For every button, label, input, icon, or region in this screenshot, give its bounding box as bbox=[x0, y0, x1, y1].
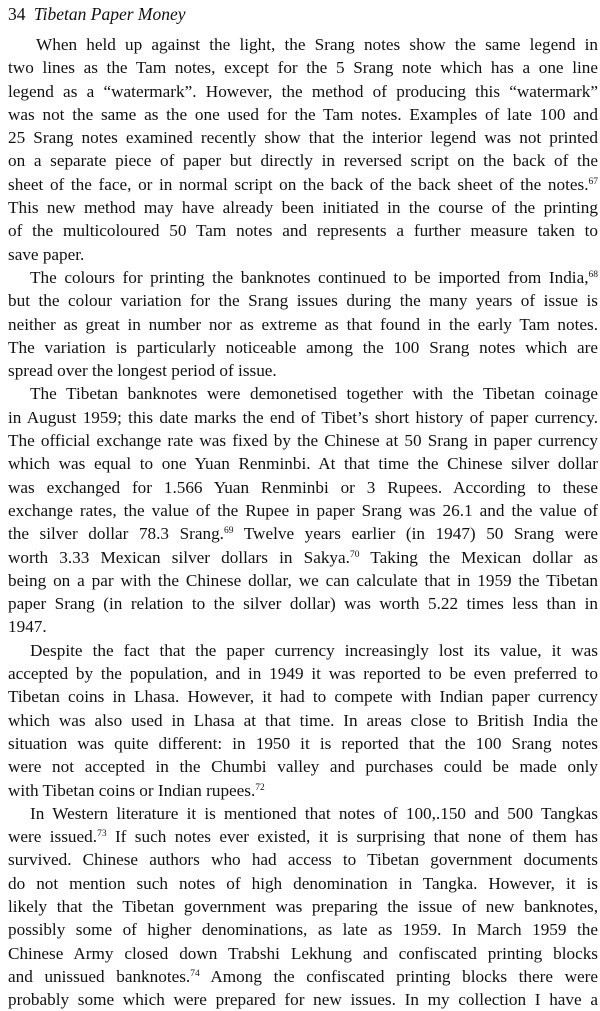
text-segment: The official exchange rate was fixed by the Chinese at 50 Srang in paper currency bbox=[8, 431, 598, 451]
text-segment: were issued. bbox=[8, 827, 98, 847]
text-line bbox=[8, 522, 598, 545]
text-segment: likely that the Tibetan government was preparing the issue of new banknotes, bbox=[8, 896, 598, 916]
text-line bbox=[8, 429, 598, 452]
text-segment: do not mention such notes of high denomination in Tangka. However, it is bbox=[8, 873, 598, 893]
text-line bbox=[8, 592, 598, 615]
text-segment: The variation is particularly noticeable among the 100 Srang notes which are bbox=[8, 337, 598, 357]
text-segment: 25 Srang notes examined recently show that the interior legend was not printed bbox=[8, 128, 598, 148]
text-line bbox=[8, 965, 598, 988]
text-segment: in August 1959; this date marks the end of Tibet’s short history of paper currency. bbox=[8, 407, 598, 427]
footnote-ref: 74 bbox=[190, 968, 200, 979]
text-segment: were not accepted in the Chumbi valley and purchases could be made only bbox=[8, 757, 598, 777]
text-line bbox=[8, 56, 598, 79]
text-segment: situation was quite different: in 1950 it is reported that the 100 Srang notes bbox=[8, 733, 598, 753]
text-segment: two lines as the Tam notes, except for the 5 Srang note which has a one line bbox=[8, 58, 598, 78]
text-line bbox=[8, 289, 598, 312]
running-title: Tibetan Paper Money bbox=[33, 4, 186, 24]
text-line bbox=[8, 848, 598, 871]
text-line bbox=[8, 546, 598, 569]
text-segment: and unissued banknotes. bbox=[8, 966, 191, 986]
text-line bbox=[8, 872, 598, 895]
text-line bbox=[8, 243, 598, 266]
text-segment: exchange rates, the value of the Rupee in paper Srang was 26.1 and the value of bbox=[8, 500, 598, 520]
text-segment: Tibetan coins in Lhasa. However, it had to compete with Indian paper currency bbox=[8, 687, 598, 707]
text-line bbox=[8, 825, 598, 848]
text-segment: possibly some of higher denominations, as late as 1959. In March 1959 the bbox=[8, 920, 598, 940]
text-segment: worth 3.33 Mexican silver dollars in Sakya. bbox=[8, 547, 350, 567]
text-line bbox=[8, 499, 598, 522]
text-segment: When held up against the light, the Srang notes show the same legend in bbox=[36, 35, 598, 54]
text-line bbox=[8, 755, 598, 778]
text-line bbox=[8, 895, 598, 918]
text-line bbox=[8, 639, 598, 662]
text-segment: on a separate piece of paper but directly in reversed script on the back of the bbox=[8, 151, 598, 171]
text-line bbox=[8, 942, 598, 965]
text-line bbox=[8, 336, 598, 359]
text-line bbox=[8, 149, 598, 172]
text-segment: being on a par with the Chinese dollar, we can calculate that in 1959 the Tibetan bbox=[8, 570, 598, 590]
text-line bbox=[8, 219, 598, 242]
text-segment: was exchanged for 1.566 Yuan Renminbi or 3 Rupees. According to these bbox=[8, 477, 598, 497]
text-segment: of the multicoloured 50 Tam notes and represents a further measure taken to bbox=[8, 221, 598, 241]
text-line bbox=[8, 569, 598, 592]
footnote-ref: 73 bbox=[97, 829, 107, 840]
running-head bbox=[8, 2, 186, 26]
text-segment: was not the same as the one used for the Tam notes. Examples of late 100 and bbox=[8, 104, 598, 124]
text-line bbox=[8, 615, 598, 638]
text-line bbox=[8, 406, 598, 429]
text-line bbox=[8, 173, 598, 196]
text-line bbox=[8, 126, 598, 149]
footnote-ref: 67 bbox=[588, 176, 598, 187]
text-line bbox=[8, 359, 598, 382]
text-segment: but the colour variation for the Srang issues during the many years of issue is bbox=[8, 291, 598, 311]
text-segment: probably some which were prepared for new issues. In my collection I have a bbox=[8, 990, 598, 1010]
text-segment: paper Srang (in relation to the silver dollar) was worth 5.22 times less than in bbox=[8, 594, 598, 614]
text-line bbox=[8, 918, 598, 941]
text-line bbox=[8, 266, 598, 289]
text-line bbox=[8, 80, 598, 103]
text-segment: If such notes ever existed, it is surprising that none of them has bbox=[106, 827, 598, 847]
text-segment: In Western literature it is mentioned that notes of 100,.150 and 500 Tangkas bbox=[30, 803, 598, 823]
text-line bbox=[8, 779, 598, 802]
text-segment: neither as great in number nor as extreme as that found in the early Tam notes. bbox=[8, 314, 598, 334]
text-segment: which was also used in Lhasa at that time. In areas close to British India the bbox=[8, 710, 598, 730]
text-line bbox=[8, 33, 598, 56]
text-segment: save paper. bbox=[8, 244, 85, 264]
text-segment: Despite the fact that the paper currency increasingly lost its value, it was bbox=[30, 640, 598, 660]
text-segment: with Tibetan coins or Indian rupees. bbox=[8, 780, 256, 800]
text-segment: which was equal to one Yuan Renminbi. At that time the Chinese silver dollar bbox=[8, 454, 598, 474]
text-segment: spread over the longest period of issue. bbox=[8, 361, 277, 381]
text-line bbox=[8, 196, 598, 219]
text-segment: Chinese Army closed down Trabshi Lekhung and confiscated printing blocks bbox=[8, 943, 598, 963]
text-segment: survived. Chinese authors who had access to Tibetan government documents bbox=[8, 850, 598, 870]
text-segment: Twelve years earlier (in 1947) 50 Srang were bbox=[233, 524, 598, 544]
text-segment: legend as a “watermark”. However, the method of producing this “watermark” bbox=[8, 81, 598, 101]
text-segment: Taking the Mexican dollar as bbox=[359, 547, 598, 567]
text-line bbox=[8, 662, 598, 685]
text-line bbox=[8, 476, 598, 499]
text-segment: sheet of the face, or in normal script on the back of the back sheet of the notes. bbox=[8, 174, 589, 194]
text-line bbox=[8, 313, 598, 336]
text-line bbox=[8, 732, 598, 755]
text-line bbox=[8, 685, 598, 708]
text-segment: Among the confiscated printing blocks there were bbox=[199, 966, 598, 986]
text-line bbox=[8, 452, 598, 475]
text-segment: 1947. bbox=[8, 617, 47, 637]
footnote-ref: 72 bbox=[255, 782, 265, 793]
footnote-ref: 70 bbox=[349, 549, 360, 560]
text-segment: The colours for printing the banknotes continued to be imported from India, bbox=[30, 267, 589, 287]
body-text bbox=[8, 33, 598, 1011]
footnote-ref: 69 bbox=[223, 526, 234, 537]
text-line bbox=[8, 382, 598, 405]
text-line bbox=[8, 709, 598, 732]
text-segment: accepted by the population, and in 1949 it was reported to be even preferred to bbox=[8, 664, 598, 684]
footnote-ref: 68 bbox=[588, 269, 598, 280]
text-segment: The Tibetan banknotes were demonetised together with the Tibetan coinage bbox=[30, 384, 598, 404]
page-number: 34 bbox=[8, 4, 26, 24]
text-line bbox=[8, 802, 598, 825]
text-segment: the silver dollar 78.3 Srang. bbox=[8, 524, 224, 544]
text-segment: This new method may have already been initiated in the course of the printing bbox=[8, 198, 598, 218]
text-line bbox=[8, 103, 598, 126]
